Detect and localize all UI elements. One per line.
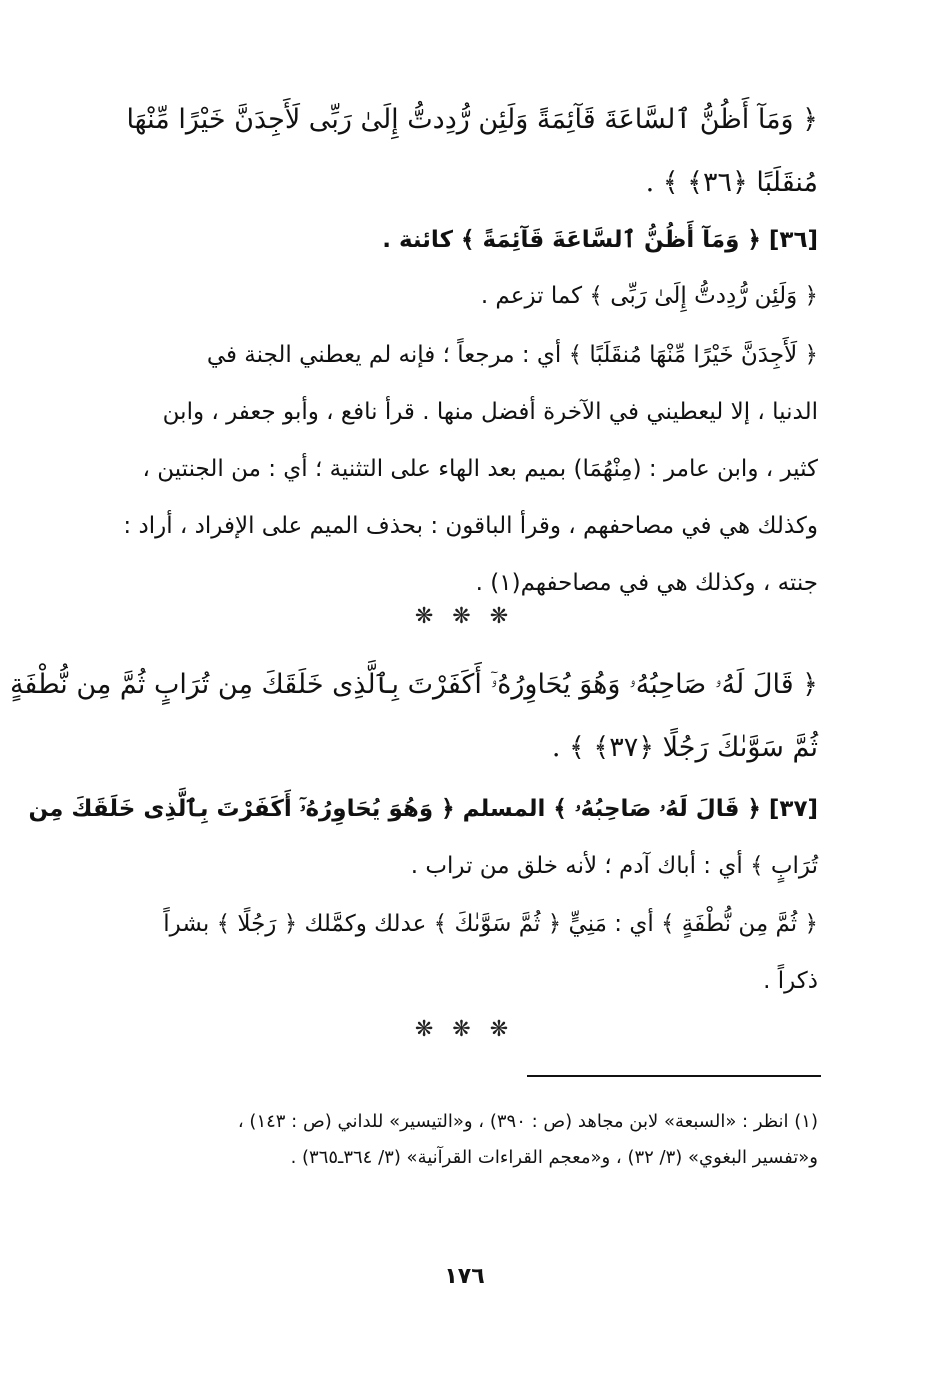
footnote-line: (١) انظر : «السبعة» لابن مجاهد (ص : ٣٩٠) ، و«التيسير» للداني (ص : ١٤٣) ، — [237, 1111, 818, 1132]
commentary-36-part-2 — [108, 268, 818, 325]
commentary-line: تُرَابٍ ﴾ أي : أباك آدم ؛ لأنه خلق من تراب . — [410, 853, 818, 879]
section-separator: ❋ ❋ ❋ — [414, 604, 515, 629]
footnote — [108, 1104, 818, 1176]
commentary-line: [٣٦] ﴿ وَمَآ أَظُنُّ ٱلسَّاعَةَ قَآئِمَةً ﴾ كائنة . — [382, 227, 818, 253]
quran-verse-36 — [108, 88, 818, 214]
footnote-line: و«تفسير البغوي» (٣/ ٣٢) ، و«معجم القراءات القرآنية» (٣/ ٣٦٤ـ٣٦٥) . — [290, 1147, 818, 1168]
verse-line: ﴿ قَالَ لَهُۥ صَاحِبُهُۥ وَهُوَ يُحَاوِرُهُۥٓ أَكَفَرْتَ بِٱلَّذِى خَلَقَكَ مِن تُرَابٍ ثُمَّ مِن نُّطْفَةٍ — [9, 669, 818, 700]
verse-line: ﴿ وَمَآ أَظُنُّ ٱلسَّاعَةَ قَآئِمَةً وَلَئِن رُّدِدتُّ إِلَىٰ رَبِّى لَأَجِدَنَّ خَيْرًا مِّنْهَا — [126, 104, 818, 135]
verse-line: مُنقَلَبًا ﴿٣٦﴾ ﴾ . — [645, 167, 818, 198]
quran-verse-37 — [9, 653, 818, 779]
page-number: ١٧٦ — [444, 1264, 485, 1289]
commentary-36-heading — [108, 212, 818, 269]
commentary-line: [٣٧] ﴿ قَالَ لَهُۥ صَاحِبُهُۥ ﴾ المسلم ﴿ وَهُوَ يُحَاوِرُهُۥٓ أَكَفَرْتَ بِٱلَّذِى خَلَقَكَ مِن — [28, 796, 818, 822]
commentary-line: جنته ، وكذلك هي في مصاحفهم(١) . — [475, 570, 818, 596]
footnote-divider — [527, 1075, 821, 1077]
verse-line: ثُمَّ سَوَّىٰكَ رَجُلًا ﴿٣٧﴾ ﴾ . — [551, 732, 818, 763]
commentary-line: ﴿ وَلَئِن رُّدِدتُّ إِلَىٰ رَبِّى ﴾ كما تزعم . — [480, 283, 818, 309]
commentary-line: ﴿ لَأَجِدَنَّ خَيْرًا مِّنْهَا مُنقَلَبًا ﴾ أي : مرجعاً ؛ فإنه لم يعطني الجنة في — [206, 342, 818, 368]
commentary-line: ذكراً . — [763, 968, 818, 994]
commentary-line: كثير ، وابن عامر : (مِنْهُمَا) بميم بعد الهاء على التثنية ؛ أي : من الجنتين ، — [142, 456, 818, 482]
commentary-line: ﴿ ثُمَّ مِن نُّطْفَةٍ ﴾ أي : مَنِيٍّ ﴿ ثُمَّ سَوَّىٰكَ ﴾ عدلك وكمَّلك ﴿ رَجُلًا ﴾ بشراً — [163, 911, 818, 937]
commentary-36-part-3 — [108, 327, 818, 612]
commentary-37 — [28, 781, 818, 895]
commentary-37-part-2 — [108, 896, 818, 1010]
commentary-line: وكذلك هي في مصاحفهم ، وقرأ الباقون : بحذف الميم على الإفراد ، أراد : — [123, 513, 818, 539]
commentary-line: الدنيا ، إلا ليعطيني في الآخرة أفضل منها . قرأ نافع ، وأبو جعفر ، وابن — [162, 399, 818, 425]
section-separator: ❋ ❋ ❋ — [414, 1017, 515, 1042]
